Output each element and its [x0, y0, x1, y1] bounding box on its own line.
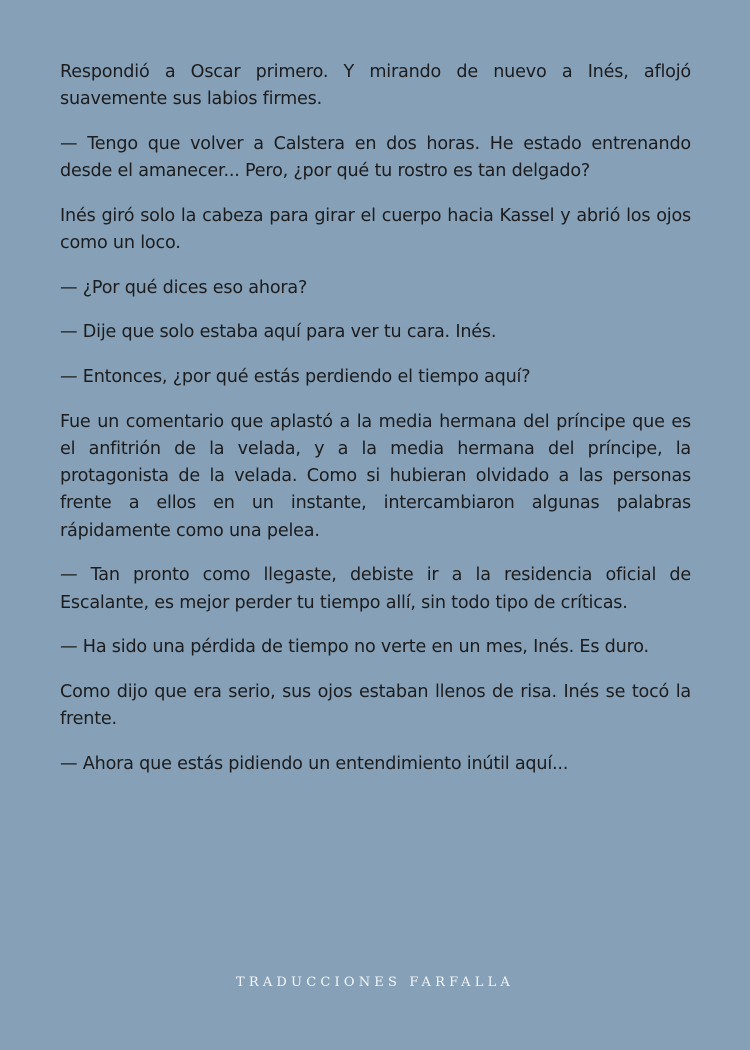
- paragraph: Fue un comentario que aplastó a la media hermana del príncipe que es el anfitrión de la velada, y a la media hermana del príncipe, la protagonista de la velada. Como si hubieran olvidado a las personas frente a ellos en un instante, intercambiaron algunas palabras rápidamente como una pelea.: [60, 411, 691, 541]
- paragraph: Inés giró solo la cabeza para girar el cuerpo hacia Kassel y abrió los ojos como un loco.: [60, 205, 691, 254]
- paragraph: — Dije que solo estaba aquí para ver tu cara. Inés.: [60, 322, 497, 343]
- paragraph: — ¿Por qué dices eso ahora?: [60, 277, 308, 298]
- paragraph: — Tengo que volver a Calstera en dos horas. He estado entrenando desde el amanecer... Pero, ¿por qué tu rostro es tan delgado?: [60, 133, 691, 182]
- paragraph: — Entonces, ¿por qué estás perdiendo el tiempo aquí?: [60, 367, 531, 388]
- paragraph: — Ha sido una pérdida de tiempo no verte en un mes, Inés. Es duro.: [60, 637, 649, 658]
- paragraph: — Tan pronto como llegaste, debiste ir a la residencia oficial de Escalante, es mejor perder tu tiempo allí, sin todo tipo de críticas.: [60, 565, 691, 613]
- paragraph: Como dijo que era serio, sus ojos estaban llenos de risa. Inés se tocó la frente.: [60, 681, 691, 730]
- page-body: [60, 59, 691, 796]
- footer-credit: TRADUCCIONES FARFALLA: [235, 975, 514, 990]
- paragraph: Respondió a Oscar primero. Y mirando de nuevo a Inés, aflojó suavemente sus labios firmes.: [60, 62, 691, 110]
- paragraph: — Ahora que estás pidiendo un entendimiento inútil aquí...: [60, 753, 569, 774]
